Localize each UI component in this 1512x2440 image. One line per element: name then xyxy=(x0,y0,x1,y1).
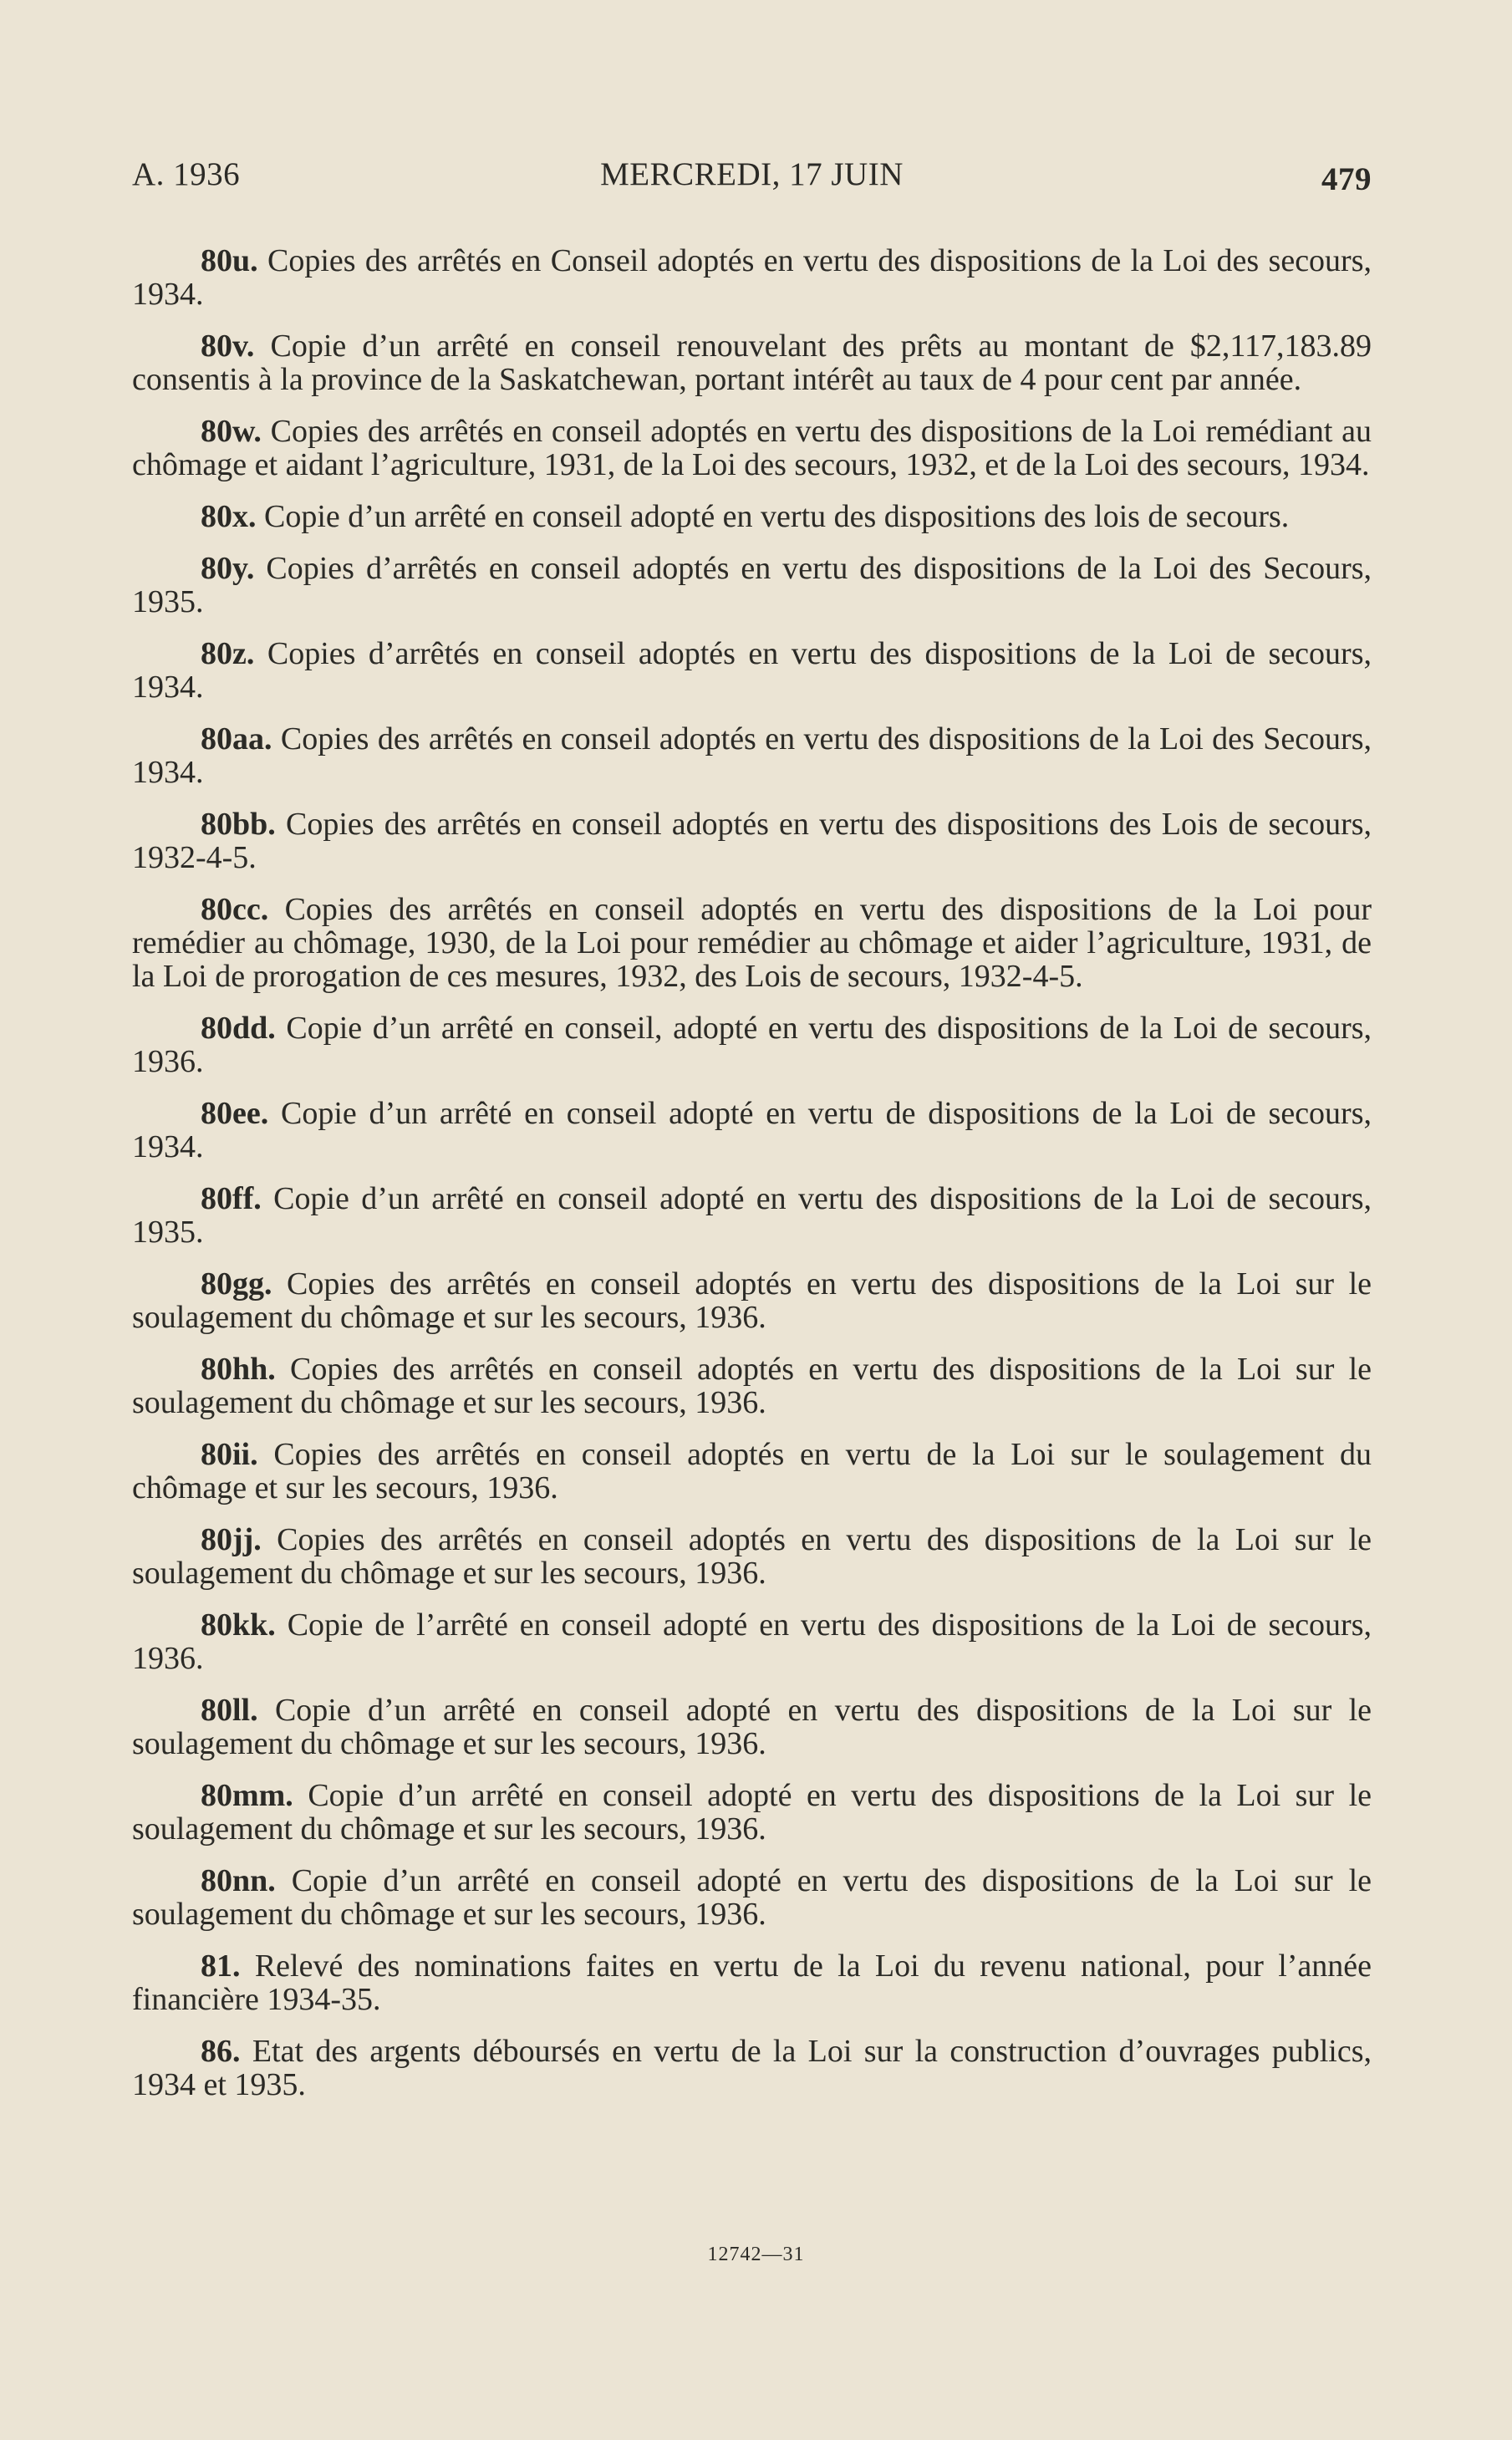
entry-80gg xyxy=(132,1267,1372,1334)
entry-number: 80y. xyxy=(201,551,255,586)
entries-list xyxy=(132,244,1372,2120)
entry-text: Copie d’un arrêté en conseil renouvelant des prêts au montant de $2,117,183.89 consentis à la province de la Saskatchewan, portant intérêt au taux de 4 pour cent par année. xyxy=(132,329,1372,397)
entry-text: Copies des arrêtés en Conseil adoptés en vertu des dispositions de la Loi des secours, 1934. xyxy=(132,243,1372,312)
entry-text: Copie de l’arrêté en conseil adopté en vertu des dispositions de la Loi de secours, 1936. xyxy=(132,1607,1372,1676)
entry-text: Copie d’un arrêté en conseil adopté en vertu des dispositions de la Loi sur le soulagement du chômage et sur les secours, 1936. xyxy=(132,1863,1372,1932)
entry-text: Copie d’un arrêté en conseil adopté en vertu des dispositions de la Loi sur le soulagement du chômage et sur les secours, 1936. xyxy=(132,1778,1372,1847)
entry-text: Copies d’arrêtés en conseil adoptés en vertu des dispositions de la Loi de secours, 1934. xyxy=(132,636,1372,705)
entry-text: Copie d’un arrêté en conseil adopté en vertu des dispositions de la Loi sur le soulagement du chômage et sur les secours, 1936. xyxy=(132,1693,1372,1761)
entry-number: 80aa. xyxy=(201,721,272,756)
entry-number: 80hh. xyxy=(201,1352,276,1387)
entry-number: 80mm. xyxy=(201,1778,293,1813)
entry-80y xyxy=(132,552,1372,619)
entry-text: Copie d’un arrêté en conseil adopté en vertu des dispositions des lois de secours. xyxy=(264,499,1290,534)
entry-number: 80gg. xyxy=(201,1266,272,1302)
entry-80z xyxy=(132,637,1372,704)
entry-text: Copies des arrêtés en conseil adoptés en vertu des dispositions des Lois de secours, 1932-4-5. xyxy=(132,807,1372,875)
entry-80x xyxy=(132,500,1372,533)
entry-80jj xyxy=(132,1523,1372,1590)
entry-80mm xyxy=(132,1779,1372,1846)
entry-number: 80u. xyxy=(201,243,258,278)
entry-number: 86. xyxy=(201,2034,241,2069)
entry-text: Copie d’un arrêté en conseil, adopté en vertu des dispositions de la Loi de secours, 1936. xyxy=(132,1011,1372,1079)
entry-text: Copies des arrêtés en conseil adoptés en vertu de la Loi sur le soulagement du chômage et sur les secours, 1936. xyxy=(132,1437,1372,1505)
entry-80bb xyxy=(132,807,1372,874)
entry-text: Copies des arrêtés en conseil adoptés en vertu des dispositions de la Loi remédiant au chômage et aidant l’agriculture, 1931, de la Loi des secours, 1932, et de la Loi des secours, 1934. xyxy=(132,414,1372,482)
entry-80dd xyxy=(132,1011,1372,1078)
entry-80cc xyxy=(132,893,1372,993)
entry-number: 80bb. xyxy=(201,807,276,842)
entry-text: Copies des arrêtés en conseil adoptés en vertu des dispositions de la Loi sur le soulagement du chômage et sur les secours, 1936. xyxy=(132,1352,1372,1420)
entry-86 xyxy=(132,2035,1372,2101)
entry-number: 80ee. xyxy=(201,1096,269,1131)
entry-80kk xyxy=(132,1608,1372,1675)
entry-number: 80z. xyxy=(201,636,255,671)
header-year: A. 1936 xyxy=(132,156,241,192)
entry-number: 80cc. xyxy=(201,892,269,927)
entry-number: 80dd. xyxy=(201,1011,276,1046)
entry-number: 80nn. xyxy=(201,1863,276,1898)
entry-80ii xyxy=(132,1438,1372,1505)
entry-text: Etat des argents déboursés en vertu de la Loi sur la construction d’ouvrages publics, 1934 et 1935. xyxy=(132,2034,1372,2102)
entry-80nn xyxy=(132,1864,1372,1931)
header-date: MERCREDI, 17 JUIN xyxy=(600,156,904,192)
entry-80ee xyxy=(132,1097,1372,1164)
entry-80v xyxy=(132,329,1372,396)
entry-80w xyxy=(132,415,1372,481)
entry-number: 80ll. xyxy=(201,1693,258,1728)
entry-text: Copie d’un arrêté en conseil adopté en vertu de dispositions de la Loi de secours, 1934. xyxy=(132,1096,1372,1164)
entry-number: 81. xyxy=(201,1948,241,1984)
signature-mark: 12742—31 xyxy=(707,2244,805,2265)
entry-number: 80w. xyxy=(201,414,262,449)
entry-text: Relevé des nominations faites en vertu de la Loi du revenu national, pour l’année financière 1934-35. xyxy=(132,1948,1372,2017)
entry-number: 80x. xyxy=(201,499,257,534)
entry-number: 80ff. xyxy=(201,1181,262,1216)
entry-80aa xyxy=(132,722,1372,789)
entry-number: 80jj. xyxy=(201,1522,262,1557)
entry-number: 80v. xyxy=(201,329,255,364)
entry-81 xyxy=(132,1949,1372,2016)
entry-80u xyxy=(132,244,1372,311)
entry-text: Copie d’un arrêté en conseil adopté en vertu des dispositions de la Loi de secours, 1935. xyxy=(132,1181,1372,1250)
entry-text: Copies des arrêtés en conseil adoptés en vertu des dispositions de la Loi sur le soulagement du chômage et sur les secours, 1936. xyxy=(132,1266,1372,1335)
page-number: 479 xyxy=(1321,161,1372,197)
entry-text: Copies des arrêtés en conseil adoptés en vertu des dispositions de la Loi pour remédier au chômage, 1930, de la Loi pour remédier au chômage et aider l’agriculture, 1931, de la Loi de prorogation de ces mesures, 1932, des Lois de secours, 1932-4-5. xyxy=(132,892,1372,994)
entry-80ff xyxy=(132,1182,1372,1249)
entry-number: 80ii. xyxy=(201,1437,258,1472)
entry-80hh xyxy=(132,1352,1372,1419)
entry-80ll xyxy=(132,1694,1372,1760)
entry-number: 80kk. xyxy=(201,1607,276,1643)
entry-text: Copies des arrêtés en conseil adoptés en vertu des dispositions de la Loi sur le soulagement du chômage et sur les secours, 1936. xyxy=(132,1522,1372,1591)
entry-text: Copies d’arrêtés en conseil adoptés en vertu des dispositions de la Loi des Secours, 1935. xyxy=(132,551,1372,619)
entry-text: Copies des arrêtés en conseil adoptés en vertu des dispositions de la Loi des Secours, 1934. xyxy=(132,721,1372,790)
page-header xyxy=(132,149,1372,199)
